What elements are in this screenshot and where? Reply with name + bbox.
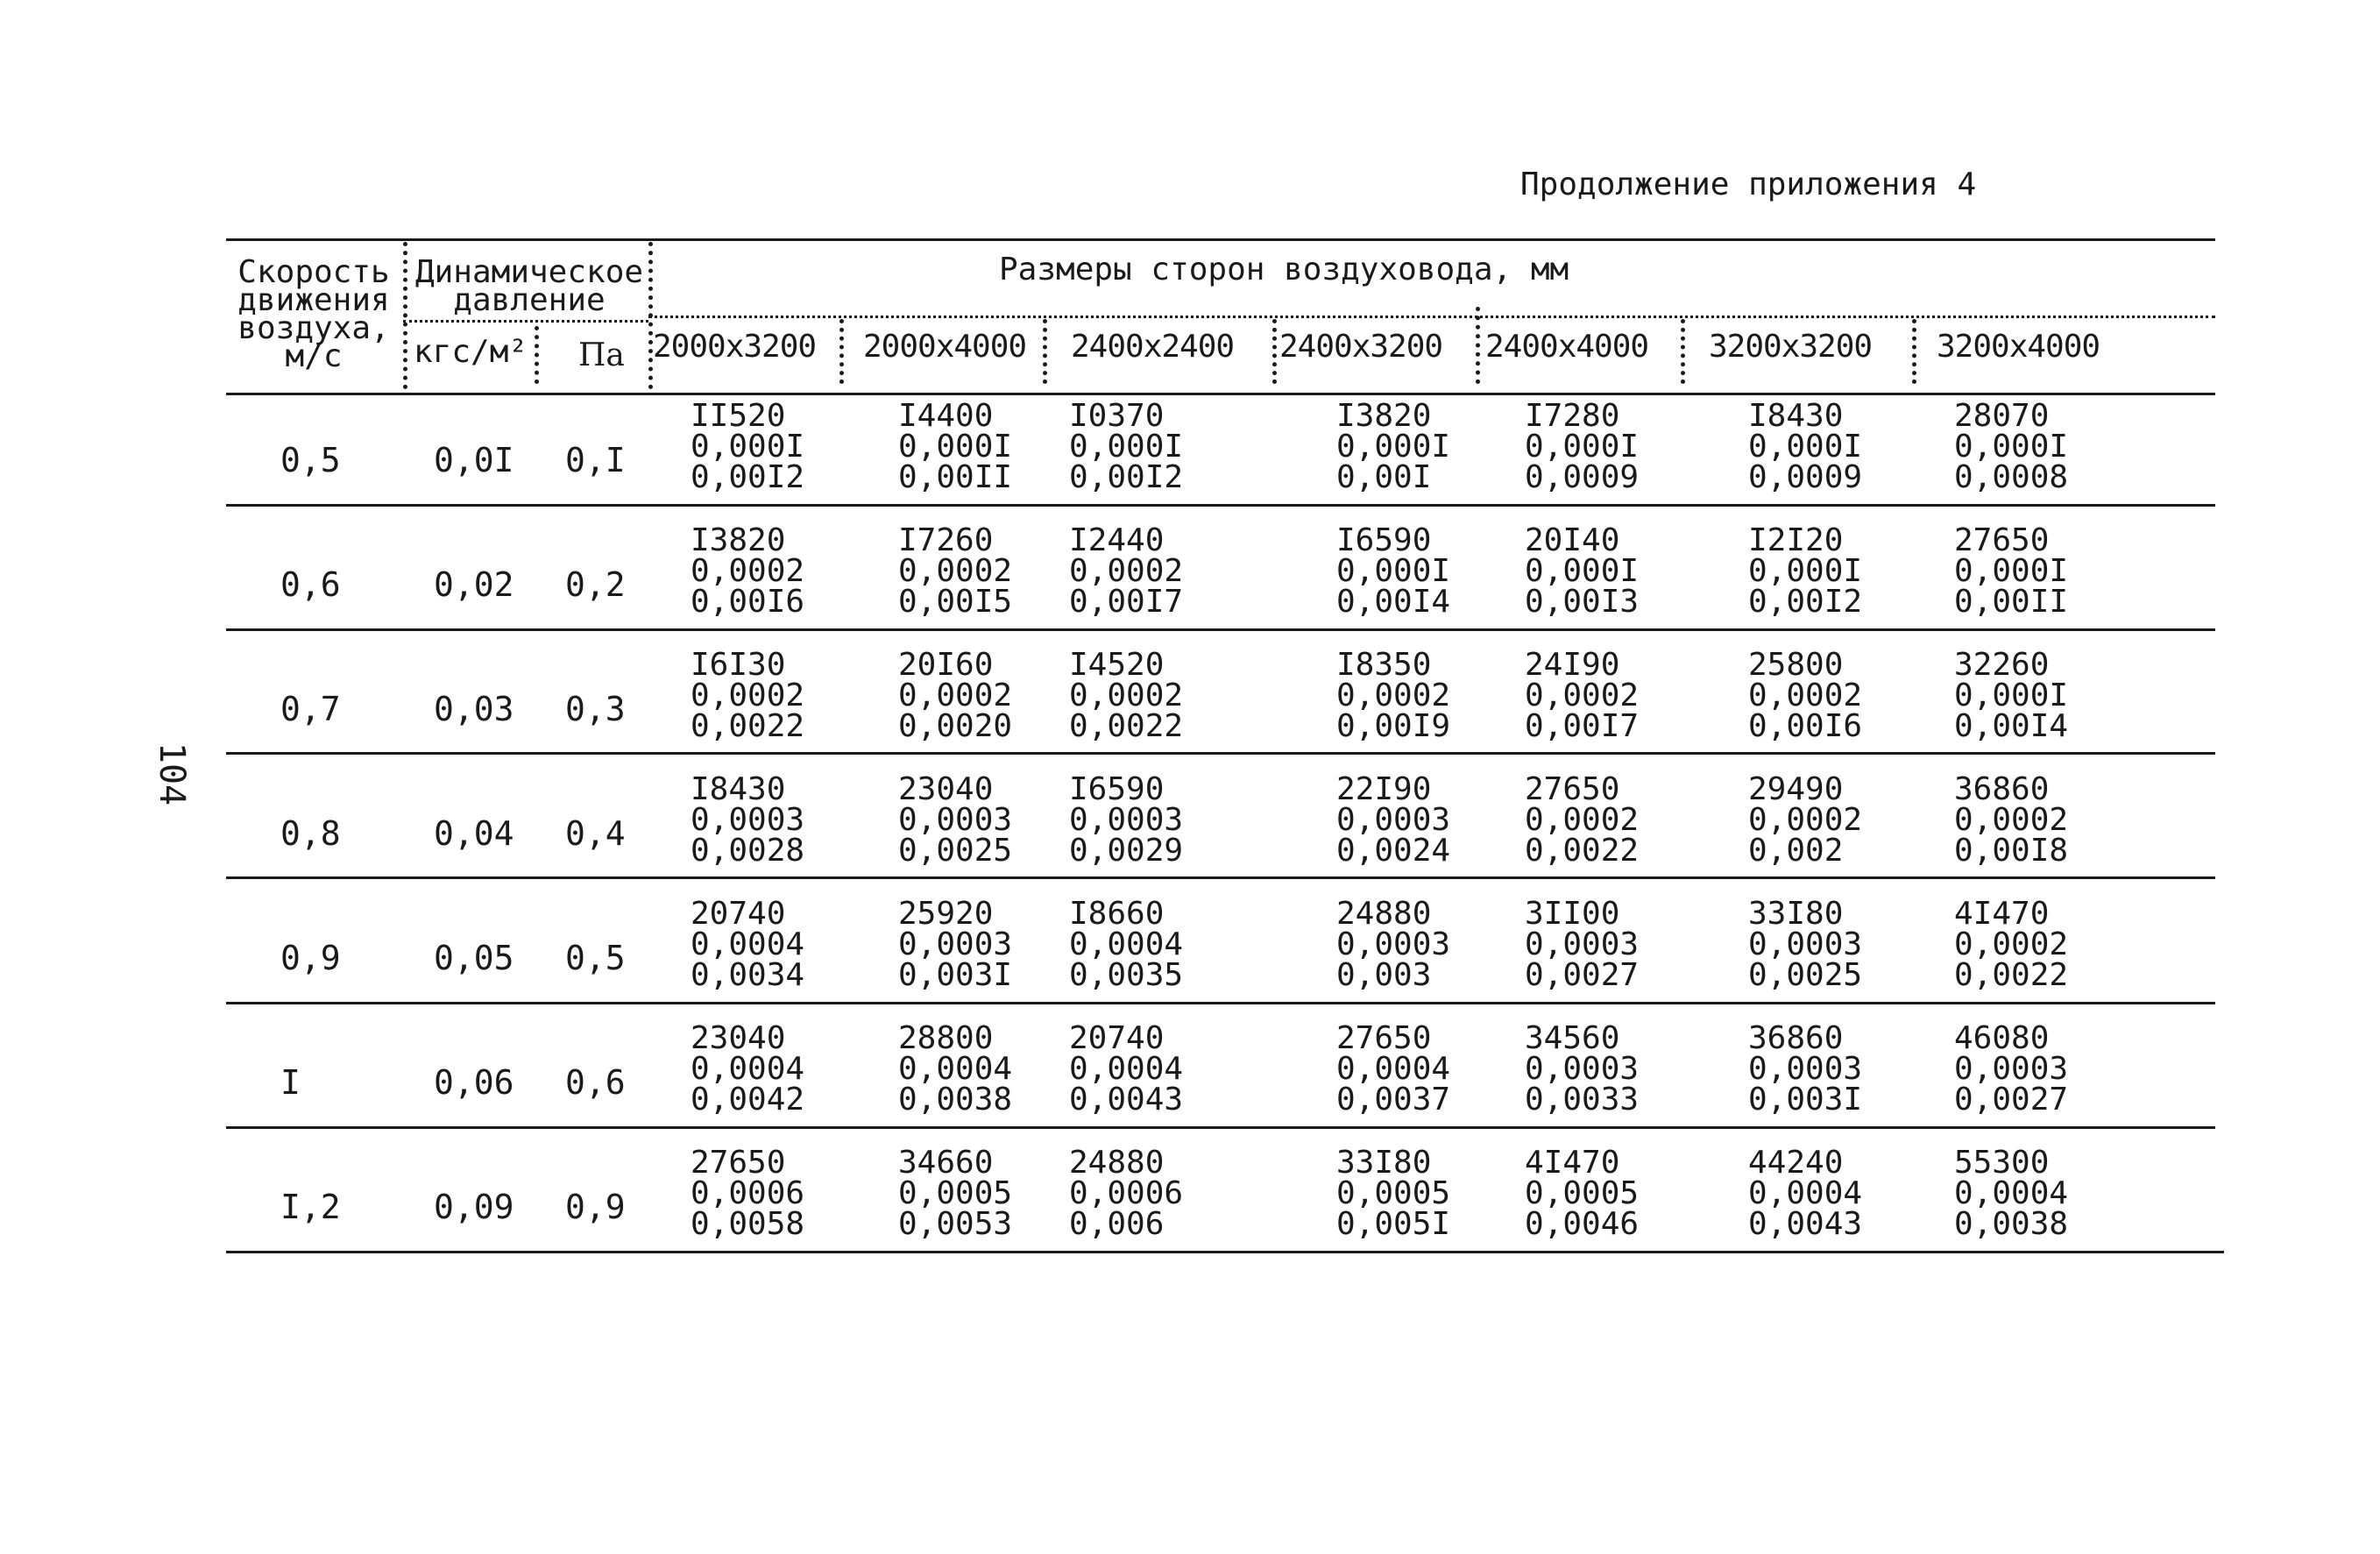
dyn-pressure-rule <box>403 320 648 323</box>
cell-value: 0,0003 <box>1748 1051 1863 1087</box>
cell-value: 27650 <box>1525 771 1620 807</box>
header-sep-1 <box>403 242 407 389</box>
cell-value: I8660 <box>1069 896 1165 932</box>
row-kgs: 0,09 <box>434 1188 514 1226</box>
cell-value: 0,00I <box>1336 459 1432 495</box>
table-cell <box>691 649 804 742</box>
cell-value: 0,00I8 <box>1954 833 2069 869</box>
row-pa: 0,5 <box>565 939 626 977</box>
cell-value: 0,00I2 <box>691 459 805 495</box>
cell-value: 0,00II <box>898 459 1013 495</box>
cell-value: 0,0002 <box>1525 678 1640 713</box>
cell-value: 0,0002 <box>1954 802 2069 838</box>
cell-value: 0,0053 <box>898 1206 1013 1242</box>
cell-value: 0,0006 <box>691 1175 805 1211</box>
table-cell <box>898 522 1013 620</box>
cell-value: 0,0002 <box>691 553 805 589</box>
cell-value: 25800 <box>1748 647 1844 683</box>
cell-value: 0,0003 <box>1336 802 1451 838</box>
cell-value: 0,0003 <box>1748 926 1863 962</box>
table-cell <box>1954 649 2068 742</box>
cell-value: 0,0004 <box>1748 1175 1863 1211</box>
cell-value: 0,0006 <box>1069 1175 1184 1211</box>
size-header-6: 3200х3200 <box>1709 329 1873 365</box>
cell-value: 0,0002 <box>898 553 1013 589</box>
size-header-2: 2000х4000 <box>863 329 1027 365</box>
cell-value: I0370 <box>1069 398 1165 434</box>
row-speed: 0,7 <box>280 690 341 728</box>
cell-value: 33I80 <box>1748 896 1844 932</box>
cell-value: 4I470 <box>1954 896 2050 932</box>
cell-value: 0,0009 <box>1748 459 1863 495</box>
cell-value: 0,0022 <box>691 708 805 744</box>
cell-value: 0,0027 <box>1525 957 1640 993</box>
cell-value: 20740 <box>691 896 786 932</box>
table-cell <box>1954 896 2069 993</box>
table-cell <box>1525 1145 1640 1242</box>
cell-value: 0,00I7 <box>1525 708 1640 744</box>
cell-value: 0,00I4 <box>1954 708 2069 744</box>
cell-value: 0,0002 <box>691 678 805 713</box>
cell-value: 36860 <box>1954 771 2050 807</box>
header-sep-4 <box>1043 319 1047 384</box>
cell-value: 20I60 <box>898 647 994 683</box>
cell-value: 0,0022 <box>1069 708 1184 744</box>
table-cell <box>1525 1020 1640 1118</box>
header-sep-6 <box>1476 307 1480 384</box>
cell-value: 0,000I <box>1336 553 1451 589</box>
table-top-rule <box>226 238 2215 241</box>
cell-value: 0,0025 <box>1748 957 1863 993</box>
row-kgs: 0,06 <box>434 1063 514 1102</box>
cell-value: 0,000I <box>1748 429 1863 465</box>
cell-value: I4400 <box>898 398 994 434</box>
cell-value: 0,0035 <box>1069 957 1184 993</box>
cell-value: 0,0020 <box>898 708 1013 744</box>
table-cell <box>1336 398 1451 495</box>
header-unit-kgs: кгс/м² <box>414 334 528 370</box>
row-kgs: 0,04 <box>434 814 514 853</box>
cell-value: 0,0003 <box>1525 1051 1640 1087</box>
cell-value: 0,0034 <box>691 957 805 993</box>
header-sep-7 <box>1681 319 1685 384</box>
cell-value: 0,0004 <box>1336 1051 1451 1087</box>
header-sep-8 <box>1912 319 1916 384</box>
cell-value: 0,00I5 <box>898 584 1013 620</box>
row-kgs: 0,02 <box>434 565 514 604</box>
cell-value: 0,0004 <box>691 926 805 962</box>
cell-value: 0,00I3 <box>1525 584 1640 620</box>
cell-value: 24I90 <box>1525 647 1620 683</box>
cell-value: 0,0002 <box>1748 678 1863 713</box>
cell-value: 0,000I <box>1954 553 2069 589</box>
cell-value: 23040 <box>898 771 994 807</box>
cell-value: 27650 <box>691 1145 786 1181</box>
cell-value: 0,0002 <box>898 678 1013 713</box>
row-pa: 0,6 <box>565 1063 626 1102</box>
cell-value: I2440 <box>1069 522 1165 558</box>
table-cell <box>691 1020 805 1118</box>
cell-value: 0,0009 <box>1525 459 1640 495</box>
cell-value: 0,0002 <box>1069 678 1184 713</box>
table-cell <box>1069 771 1184 869</box>
table-cell <box>1954 398 2069 495</box>
size-header-4: 2400х3200 <box>1279 329 1443 365</box>
cell-value: 0,0004 <box>1069 926 1184 962</box>
header-unit-pa: Па <box>578 337 625 373</box>
row-kgs: 0,0I <box>434 441 514 479</box>
cell-value: 0,00I6 <box>1748 708 1863 744</box>
cell-value: I8430 <box>1748 398 1844 434</box>
cell-value: I6I30 <box>691 647 786 683</box>
row-pa: 0,4 <box>565 814 626 853</box>
cell-value: 0,00II <box>1954 584 2069 620</box>
cell-value: 46080 <box>1954 1020 2050 1056</box>
cell-value: I6590 <box>1336 522 1432 558</box>
table-cell <box>898 649 1012 742</box>
cell-value: 55300 <box>1954 1145 2050 1181</box>
cell-value: 0,00I7 <box>1069 584 1184 620</box>
cell-value: 0,0042 <box>691 1082 805 1118</box>
cell-value: 0,0005 <box>1336 1175 1451 1211</box>
cell-value: I2I20 <box>1748 522 1844 558</box>
table-cell <box>1525 649 1639 742</box>
cell-value: 0,0028 <box>691 833 805 869</box>
cell-value: 0,0004 <box>1069 1051 1184 1087</box>
cell-value: 0,0025 <box>898 833 1013 869</box>
cell-value: 33I80 <box>1336 1145 1432 1181</box>
cell-value: 0,000I <box>1954 678 2069 713</box>
cell-value: I4520 <box>1069 647 1165 683</box>
row-rule <box>226 1002 2215 1004</box>
table-cell <box>1748 398 1863 495</box>
cell-value: 0,000I <box>1069 429 1184 465</box>
table-cell <box>1069 649 1183 742</box>
cell-value: 0,0005 <box>1525 1175 1640 1211</box>
cell-value: I8350 <box>1336 647 1432 683</box>
continuation-title: Продолжение приложения 4 <box>1520 167 1977 202</box>
table-cell <box>1525 896 1640 993</box>
header-mid-rule <box>648 316 2215 318</box>
cell-value: 0,00I9 <box>1336 708 1451 744</box>
cell-value: 0,00I4 <box>1336 584 1451 620</box>
cell-value: 0,000I <box>1525 553 1640 589</box>
cell-value: 0,0027 <box>1954 1082 2069 1118</box>
table-cell <box>1748 1145 1863 1242</box>
row-speed: I,2 <box>280 1188 341 1226</box>
cell-value: 0,00I6 <box>691 584 805 620</box>
cell-value: I3820 <box>1336 398 1432 434</box>
cell-value: 44240 <box>1748 1145 1844 1181</box>
cell-value: 0,000I <box>1336 429 1451 465</box>
header-speed: Скорость движения воздуха, м/с <box>237 254 390 374</box>
cell-value: 0,000I <box>1748 553 1863 589</box>
cell-value: 20I40 <box>1525 522 1620 558</box>
table-cell <box>1954 522 2069 620</box>
row-speed: 0,9 <box>280 939 341 977</box>
table-cell <box>1748 1020 1863 1118</box>
size-header-1: 2000х3200 <box>653 329 817 365</box>
cell-value: 0,0038 <box>1954 1206 2069 1242</box>
cell-value: 24880 <box>1069 1145 1165 1181</box>
cell-value: 0,000I <box>1954 429 2069 465</box>
row-speed: 0,8 <box>280 814 341 853</box>
row-rule <box>226 504 2215 507</box>
table-cell <box>1954 771 2069 869</box>
row-speed: 0,5 <box>280 441 341 479</box>
header-dyn-pressure: Динамическое давление <box>414 254 644 318</box>
table-cell <box>1748 522 1863 620</box>
header-bottom-rule <box>226 393 2215 395</box>
table-cell <box>898 398 1013 495</box>
cell-value: I6590 <box>1069 771 1165 807</box>
cell-value: 0,0002 <box>1525 802 1640 838</box>
cell-value: 0,006 <box>1069 1206 1165 1242</box>
row-speed: I <box>280 1063 301 1102</box>
cell-value: 0,0003 <box>1954 1051 2069 1087</box>
table-cell <box>1525 771 1640 869</box>
cell-value: 36860 <box>1748 1020 1844 1056</box>
cell-value: I7260 <box>898 522 994 558</box>
cell-value: 0,0008 <box>1954 459 2069 495</box>
table-cell <box>691 896 805 993</box>
table-cell <box>898 1145 1013 1242</box>
cell-value: 3II00 <box>1525 896 1620 932</box>
cell-value: 0,0003 <box>898 802 1013 838</box>
header-sep-3 <box>839 319 844 384</box>
size-header-5: 2400х4000 <box>1485 329 1649 365</box>
cell-value: 0,0003 <box>1525 926 1640 962</box>
table-cell <box>691 771 805 869</box>
cell-value: I7280 <box>1525 398 1620 434</box>
table-cell <box>1748 896 1863 993</box>
cell-value: 0,000I <box>691 429 805 465</box>
table-cell <box>1525 398 1640 495</box>
table-cell <box>1954 1145 2069 1242</box>
cell-value: 0,0003 <box>1336 926 1451 962</box>
row-pa: 0,3 <box>565 690 626 728</box>
cell-value: I8430 <box>691 771 786 807</box>
table-cell <box>1336 896 1451 993</box>
cell-value: 0,005I <box>1336 1206 1451 1242</box>
page-number: 104 <box>152 742 193 806</box>
row-kgs: 0,03 <box>434 690 514 728</box>
row-pa: 0,2 <box>565 565 626 604</box>
cell-value: 0,003I <box>1748 1082 1863 1118</box>
cell-value: 28070 <box>1954 398 2050 434</box>
cell-value: 0,003 <box>1336 957 1432 993</box>
row-rule <box>226 628 2215 631</box>
cell-value: 0,0002 <box>1748 802 1863 838</box>
table-cell <box>1525 522 1640 620</box>
cell-value: I3820 <box>691 522 786 558</box>
cell-value: 0,0043 <box>1748 1206 1863 1242</box>
table-cell <box>1954 1020 2069 1118</box>
cell-value: 34560 <box>1525 1020 1620 1056</box>
cell-value: 0,0005 <box>898 1175 1013 1211</box>
cell-value: 0,000I <box>1525 429 1640 465</box>
cell-value: 0,0046 <box>1525 1206 1640 1242</box>
cell-value: II520 <box>691 398 786 434</box>
cell-value: 0,0003 <box>898 926 1013 962</box>
cell-value: 0,0022 <box>1954 957 2069 993</box>
header-sizes-title: Размеры сторон воздуховода, мм <box>999 252 1569 287</box>
cell-value: 0,002 <box>1748 833 1844 869</box>
cell-value: 20740 <box>1069 1020 1165 1056</box>
row-rule <box>226 876 2215 879</box>
cell-value: 4I470 <box>1525 1145 1620 1181</box>
table-cell <box>1069 1145 1184 1242</box>
cell-value: 28800 <box>898 1020 994 1056</box>
cell-value: 0,0029 <box>1069 833 1184 869</box>
cell-value: 27650 <box>1954 522 2050 558</box>
table-cell <box>898 1020 1013 1118</box>
cell-value: 0,0004 <box>898 1051 1013 1087</box>
table-cell <box>1069 522 1184 620</box>
cell-value: 0,00I2 <box>1069 459 1184 495</box>
header-sep-2 <box>648 242 653 389</box>
cell-value: 0,0037 <box>1336 1082 1451 1118</box>
cell-value: 32260 <box>1954 647 2050 683</box>
table-cell <box>1336 771 1451 869</box>
cell-value: 25920 <box>898 896 994 932</box>
table-cell <box>1069 1020 1184 1118</box>
cell-value: 0,00I2 <box>1748 584 1863 620</box>
cell-value: 0,0002 <box>1336 678 1451 713</box>
table-cell <box>691 1145 805 1242</box>
cell-value: 0,0003 <box>1069 802 1184 838</box>
header-sep-5 <box>1272 319 1277 384</box>
table-cell <box>1748 649 1862 742</box>
cell-value: 0,0004 <box>691 1051 805 1087</box>
cell-value: 22I90 <box>1336 771 1432 807</box>
size-header-7: 3200х4000 <box>1937 329 2100 365</box>
size-header-3: 2400х2400 <box>1071 329 1235 365</box>
row-rule <box>226 1126 2215 1129</box>
cell-value: 0,0033 <box>1525 1082 1640 1118</box>
table-cell <box>1336 1145 1451 1242</box>
table-cell <box>898 771 1013 869</box>
cell-value: 0,0058 <box>691 1206 805 1242</box>
table-cell <box>691 522 805 620</box>
cell-value: 23040 <box>691 1020 786 1056</box>
table-cell <box>691 398 805 495</box>
row-rule <box>226 752 2215 755</box>
cell-value: 0,0003 <box>691 802 805 838</box>
row-speed: 0,6 <box>280 565 341 604</box>
cell-value: 0,0002 <box>1069 553 1184 589</box>
table-cell <box>1748 771 1863 869</box>
cell-value: 0,0022 <box>1525 833 1640 869</box>
table-cell <box>1069 398 1184 495</box>
cell-value: 0,0043 <box>1069 1082 1184 1118</box>
cell-value: 29490 <box>1748 771 1844 807</box>
row-pa: 0,9 <box>565 1188 626 1226</box>
cell-value: 27650 <box>1336 1020 1432 1056</box>
table-cell <box>898 896 1013 993</box>
cell-value: 0,0038 <box>898 1082 1013 1118</box>
cell-value: 0,0004 <box>1954 1175 2069 1211</box>
table-cell <box>1336 649 1450 742</box>
cell-value: 0,003I <box>898 957 1013 993</box>
row-rule <box>226 1251 2224 1253</box>
table-cell <box>1336 1020 1451 1118</box>
row-pa: 0,I <box>565 441 626 479</box>
cell-value: 0,000I <box>898 429 1013 465</box>
row-kgs: 0,05 <box>434 939 514 977</box>
cell-value: 0,0002 <box>1954 926 2069 962</box>
table-cell <box>1336 522 1451 620</box>
cell-value: 34660 <box>898 1145 994 1181</box>
header-sep-units <box>535 326 539 384</box>
table-cell <box>1069 896 1184 993</box>
cell-value: 24880 <box>1336 896 1432 932</box>
cell-value: 0,0024 <box>1336 833 1451 869</box>
